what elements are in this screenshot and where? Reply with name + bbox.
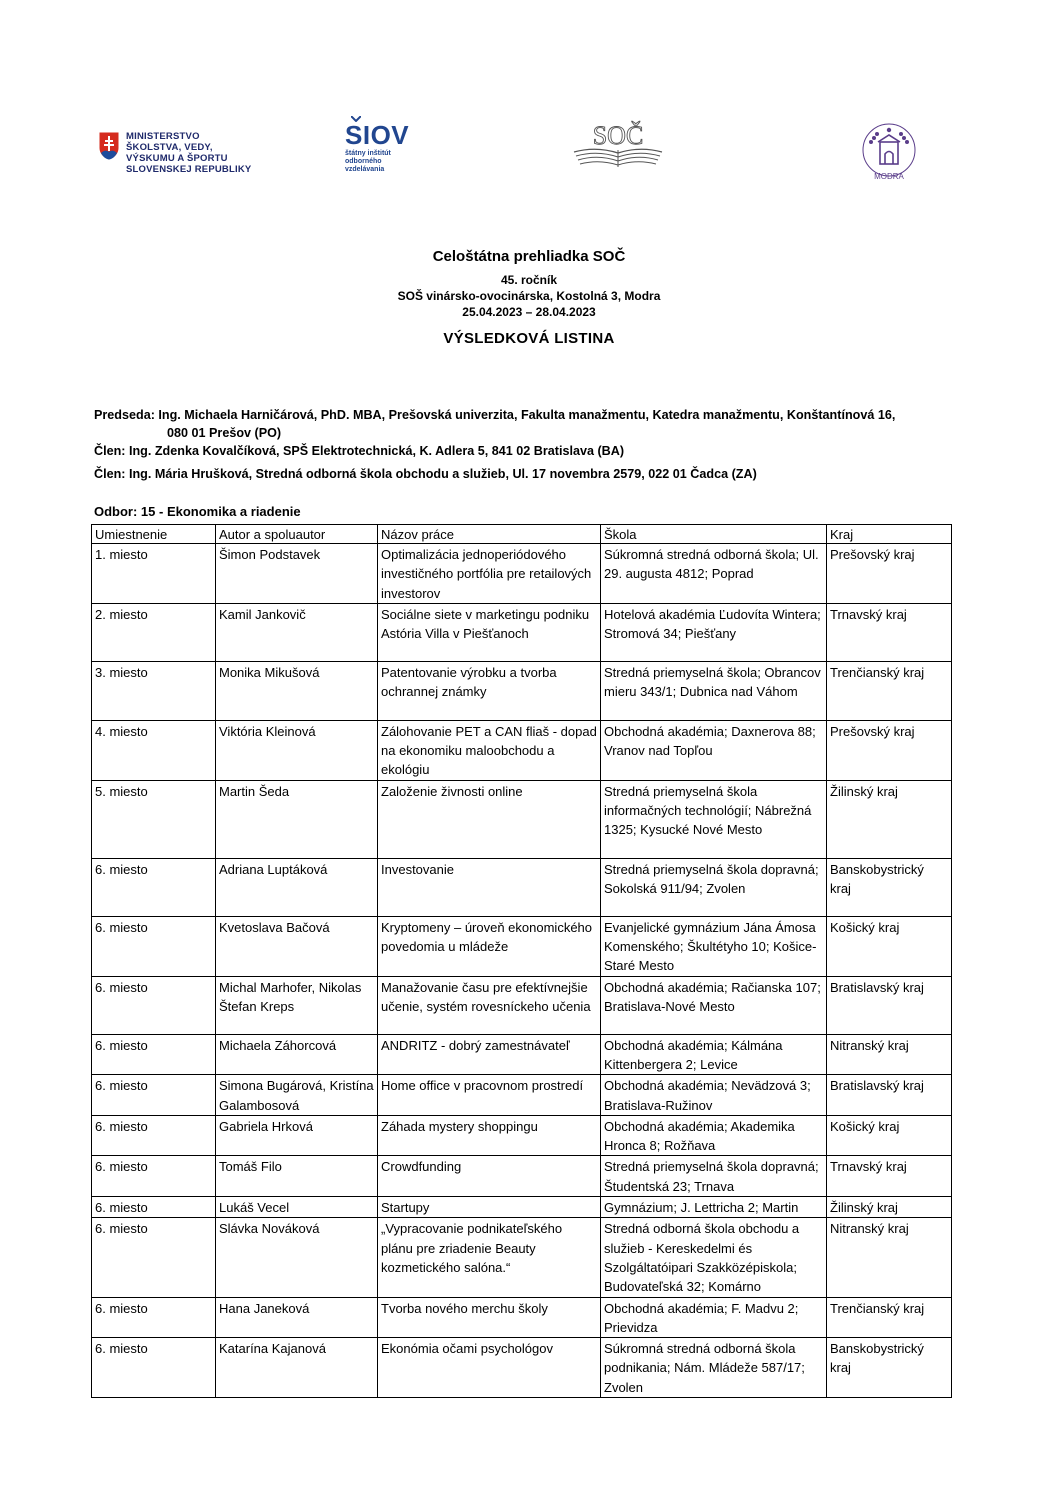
cell-author: Kvetoslava Bačová (216, 916, 378, 976)
table-row (92, 1075, 952, 1116)
jury-member: Člen: Ing. Mária Hrušková, Stredná odborná škola obchodu a služieb, Ul. 17 novembra 2579, 022 01 Čadca (ZA) (94, 467, 757, 481)
cell-title: Home office v pracovnom prostredí (378, 1075, 601, 1116)
cell-school: Súkromná stredná odborná škola podnikania; Nám. Mládeže 587/17; Zvolen (601, 1338, 827, 1398)
cell-place: 5. miesto (92, 780, 216, 858)
column-header: Kraj (827, 525, 952, 544)
table-row (92, 720, 952, 780)
modra-logo (858, 122, 920, 184)
cell-author: Martin Šeda (216, 780, 378, 858)
cell-author: Slávka Nováková (216, 1218, 378, 1297)
cell-author: Adriana Luptáková (216, 858, 378, 916)
cell-title: Patentovanie výrobku a tvorba ochrannej známky (378, 661, 601, 720)
siov-sub-line: odborného (345, 158, 382, 165)
cell-title: Založenie živnosti online (378, 780, 601, 858)
cell-region: Prešovský kraj (827, 544, 952, 604)
page-title: Celoštátna prehliadka SOČ (432, 248, 626, 265)
cell-place: 6. miesto (92, 1297, 216, 1338)
cell-place: 6. miesto (92, 1075, 216, 1116)
cell-title: Záhada mystery shoppingu (378, 1115, 601, 1156)
ministry-logo (98, 127, 288, 187)
table-row (92, 976, 952, 1034)
ministry-name (126, 131, 251, 175)
cell-title: Kryptomeny – úroveň ekonomického povedomia u mládeže (378, 916, 601, 976)
cell-title: Ekonómia očami psychológov (378, 1338, 601, 1398)
table-row (92, 1156, 952, 1197)
cell-place: 6. miesto (92, 858, 216, 916)
hacek-icon (351, 116, 361, 122)
cell-region: Bratislavský kraj (827, 976, 952, 1034)
cell-author: Šimon Podstavek (216, 544, 378, 604)
modra-wordmark: MODRA (874, 172, 904, 181)
cell-place: 3. miesto (92, 661, 216, 720)
field-heading: Odbor: 15 - Ekonomika a riadenie (94, 504, 301, 519)
cell-school: Gymnázium; J. Lettricha 2; Martin (601, 1197, 827, 1218)
column-header: Škola (601, 525, 827, 544)
jury-chair: Predseda: Ing. Michaela Harničárová, PhD. MBA, Prešovská univerzita, Fakulta manažmentu, Katedra manažmentu, Konštantínová 16, (94, 408, 896, 422)
cell-school: Obchodná akadémia; Kálmána Kittenbergera 2; Levice (601, 1034, 827, 1075)
results-list-title: VÝSLEDKOVÁ LISTINA (443, 330, 615, 347)
edition: 45. ročník (500, 273, 558, 287)
cell-title: ANDRITZ - dobrý zamestnávateľ (378, 1034, 601, 1075)
cell-place: 6. miesto (92, 1156, 216, 1197)
modra-emblem-icon (858, 122, 920, 184)
cell-region: Žilinský kraj (827, 780, 952, 858)
cell-place: 1. miesto (92, 544, 216, 604)
jury-chair-address: 080 01 Prešov (PO) (167, 426, 282, 440)
table-row (92, 661, 952, 720)
cell-region: Košický kraj (827, 1115, 952, 1156)
cell-title: Startupy (378, 1197, 601, 1218)
cell-school: Stredná priemyselná škola dopravná; Sokolská 911/94; Zvolen (601, 858, 827, 916)
siov-wordmark: SIOV (345, 120, 410, 150)
cell-author: Simona Bugárová, Kristína Galambosová (216, 1075, 378, 1116)
siov-sub-line: vzdelávania (345, 166, 385, 173)
cell-title: Sociálne siete v marketingu podniku Astória Villa v Piešťanoch (378, 603, 601, 661)
cell-region: Trnavský kraj (827, 1156, 952, 1197)
soc-book-icon (572, 120, 664, 172)
ministry-line: ŠKOLSTVA, VEDY, (126, 142, 213, 153)
cell-school: Súkromná stredná odborná škola; Ul. 29. augusta 4812; Poprad (601, 544, 827, 604)
ministry-line: MINISTERSTVO (126, 131, 200, 142)
slovak-coat-of-arms-icon (98, 131, 120, 161)
cell-title: Optimalizácia jednoperiódového investičného portfólia pre retailových investorov (378, 544, 601, 604)
column-header: Autor a spoluautor (216, 525, 378, 544)
cell-author: Monika Mikušová (216, 661, 378, 720)
cell-author: Katarína Kajanová (216, 1338, 378, 1398)
cell-region: Nitranský kraj (827, 1034, 952, 1075)
table-row (92, 1297, 952, 1338)
cell-region: Trnavský kraj (827, 603, 952, 661)
cell-region: Prešovský kraj (827, 720, 952, 780)
cell-school: Evanjelické gymnázium Jána Ámosa Komenského; Škultétyho 10; Košice-Staré Mesto (601, 916, 827, 976)
cell-author: Gabriela Hrková (216, 1115, 378, 1156)
cell-title: Investovanie (378, 858, 601, 916)
results-table (91, 524, 952, 1398)
column-header: Umiestnenie (92, 525, 216, 544)
cell-region: Žilinský kraj (827, 1197, 952, 1218)
cell-region: Trenčianský kraj (827, 661, 952, 720)
cell-title: Crowdfunding (378, 1156, 601, 1197)
cell-school: Hotelová akadémia Ľudovíta Wintera; Stromová 34; Piešťany (601, 603, 827, 661)
venue: SOŠ vinársko-ovocinárska, Kostolná 3, Modra (397, 289, 661, 303)
table-row (92, 858, 952, 916)
table-row (92, 1218, 952, 1297)
ministry-line: VÝSKUMU A ŠPORTU (126, 153, 228, 164)
cell-title: Zálohovanie PET a CAN fliaš - dopad na ekonomiku maloobchodu a ekológiu (378, 720, 601, 780)
cell-region: Košický kraj (827, 916, 952, 976)
cell-title: „Vypracovanie podnikateľského plánu pre zriadenie Beauty kozmetického salóna.“ (378, 1218, 601, 1297)
cell-region: Bratislavský kraj (827, 1075, 952, 1116)
soc-wordmark: SOČ (592, 121, 644, 150)
table-row (92, 1338, 952, 1398)
cell-region: Nitranský kraj (827, 1218, 952, 1297)
cell-school: Obchodná akadémia; Nevädzová 3; Bratislava-Ružinov (601, 1075, 827, 1116)
cell-school: Stredná odborná škola obchodu a služieb - Kereskedelmi és Szolgáltatóipari Szakközépiskola; Budovateľská 32; Komárno (601, 1218, 827, 1297)
cell-author: Michaela Záhorcová (216, 1034, 378, 1075)
siov-sub-line: štátny inštitút (345, 150, 391, 157)
cell-place: 6. miesto (92, 1034, 216, 1075)
cell-place: 6. miesto (92, 916, 216, 976)
cell-place: 2. miesto (92, 603, 216, 661)
cell-place: 6. miesto (92, 1218, 216, 1297)
table-row (92, 916, 952, 976)
soc-logo (572, 120, 664, 172)
cell-place: 6. miesto (92, 1197, 216, 1218)
cell-author: Hana Janeková (216, 1297, 378, 1338)
cell-school: Obchodná akadémia; Akademika Hronca 8; Rožňava (601, 1115, 827, 1156)
cell-place: 6. miesto (92, 976, 216, 1034)
cell-author: Michal Marhofer, Nikolas Štefan Kreps (216, 976, 378, 1034)
jury-member: Člen: Ing. Zdenka Kovalčíková, SPŠ Elektrotechnická, K. Adlera 5, 841 02 Bratislava (BA) (94, 444, 625, 458)
cell-title: Manažovanie času pre efektívnejšie učenie, systém rovesníckeho učenia (378, 976, 601, 1034)
cell-author: Viktória Kleinová (216, 720, 378, 780)
table-row (92, 603, 952, 661)
cell-place: 4. miesto (92, 720, 216, 780)
table-row (92, 544, 952, 604)
cell-title: Tvorba nového merchu školy (378, 1297, 601, 1338)
cell-author: Lukáš Vecel (216, 1197, 378, 1218)
cell-school: Stredná priemyselná škola informačných technológií; Nábrežná 1325; Kysucké Nové Mesto (601, 780, 827, 858)
cell-author: Tomáš Filo (216, 1156, 378, 1197)
cell-school: Stredná priemyselná škola dopravná; Študentská 23; Trnava (601, 1156, 827, 1197)
table-row (92, 1034, 952, 1075)
column-header: Názov práce (378, 525, 601, 544)
cell-place: 6. miesto (92, 1338, 216, 1398)
cell-school: Obchodná akadémia; Daxnerova 88; Vranov nad Topľou (601, 720, 827, 780)
cell-region: Trenčianský kraj (827, 1297, 952, 1338)
event-dates: 25.04.2023 – 28.04.2023 (462, 305, 596, 319)
table-header-row (92, 525, 952, 544)
document-header (0, 248, 1058, 349)
siov-subtitle (345, 150, 435, 174)
jury-committee (94, 406, 974, 483)
ministry-line: SLOVENSKEJ REPUBLIKY (126, 164, 252, 175)
siov-logo (345, 120, 435, 182)
cell-author: Kamil Jankovič (216, 603, 378, 661)
table-row (92, 1115, 952, 1156)
cell-region: Banskobystrický kraj (827, 1338, 952, 1398)
table-row (92, 1197, 952, 1218)
cell-region: Banskobystrický kraj (827, 858, 952, 916)
table-row (92, 780, 952, 858)
cell-place: 6. miesto (92, 1115, 216, 1156)
cell-school: Obchodná akadémia; Račianska 107; Bratislava-Nové Mesto (601, 976, 827, 1034)
cell-school: Stredná priemyselná škola; Obrancov mieru 343/1; Dubnica nad Váhom (601, 661, 827, 720)
cell-school: Obchodná akadémia; F. Madvu 2; Prievidza (601, 1297, 827, 1338)
